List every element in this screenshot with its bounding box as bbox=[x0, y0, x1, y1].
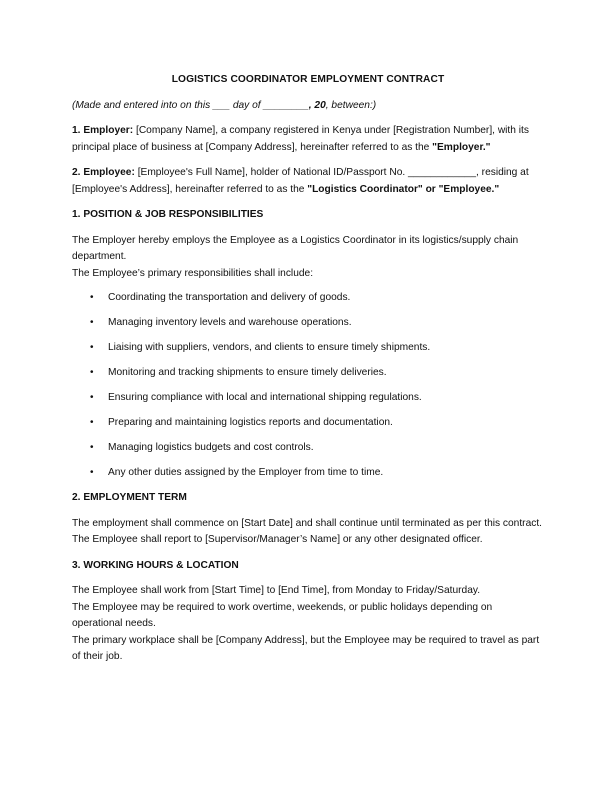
party-employer bbox=[72, 123, 544, 156]
hours-paragraph-location: The primary workplace shall be [Company Address], but the Employee may be required to travel as part of their job. bbox=[72, 634, 540, 662]
term-paragraph-report: The Employee shall report to [Supervisor/Manager’s Name] or any other designated officer. bbox=[72, 534, 483, 545]
list-item bbox=[90, 415, 544, 432]
party-employee-text: [Employee's Full Name], holder of National ID/Passport No. ____________, residing at [Employee's Address], hereinafter referred to as the bbox=[72, 167, 529, 195]
bullet-icon: • bbox=[90, 367, 94, 378]
party-employee bbox=[72, 165, 544, 198]
list-item bbox=[90, 390, 544, 407]
position-paragraph: The Employer hereby employs the Employee as a Logistics Coordinator in its logistics/supply chain department. bbox=[72, 234, 519, 262]
document-title: LOGISTICS COORDINATOR EMPLOYMENT CONTRACT bbox=[171, 74, 445, 85]
list-item bbox=[90, 290, 544, 307]
party-employer-role: "Employer." bbox=[432, 141, 491, 153]
bullet-icon: • bbox=[90, 292, 94, 303]
bullet-icon: • bbox=[90, 392, 94, 403]
term-paragraph-commence: The employment shall commence on [Start Date] and shall continue until terminated as per this contract. bbox=[72, 517, 542, 529]
list-item-text: Liaising with suppliers, vendors, and clients to ensure timely shipments. bbox=[108, 342, 431, 353]
list-item-text: Monitoring and tracking shipments to ensure timely deliveries. bbox=[108, 367, 387, 378]
hours-paragraph-overtime: The Employee may be required to work overtime, weekends, or public holidays depending on operational needs. bbox=[72, 601, 493, 629]
intro-year: , 20 bbox=[308, 99, 326, 111]
list-item-text: Managing logistics budgets and cost controls. bbox=[108, 442, 314, 453]
list-item-text: Any other duties assigned by the Employer from time to time. bbox=[108, 467, 384, 478]
intro-line bbox=[72, 98, 544, 115]
list-item-text: Managing inventory levels and warehouse operations. bbox=[108, 317, 352, 328]
list-item-text: Coordinating the transportation and delivery of goods. bbox=[108, 292, 351, 303]
party-employer-text: [Company Name], a company registered in Kenya under [Registration Number], with its principal place of business at [Company Address], hereinafter referred to as the bbox=[72, 125, 529, 153]
section-heading-term: 2. EMPLOYMENT TERM bbox=[72, 492, 187, 503]
list-item bbox=[90, 340, 544, 357]
section-heading-position: 1. POSITION & JOB RESPONSIBILITIES bbox=[72, 209, 264, 220]
section-heading-hours: 3. WORKING HOURS & LOCATION bbox=[72, 559, 239, 571]
bullet-icon: • bbox=[90, 317, 94, 328]
list-item bbox=[90, 315, 544, 332]
bullet-icon: • bbox=[90, 417, 94, 428]
party-employee-label: 2. Employee: bbox=[72, 167, 135, 178]
list-item bbox=[90, 440, 544, 457]
party-employee-role: "Logistics Coordinator" or "Employee." bbox=[307, 183, 500, 195]
party-employer-label: 1. Employer: bbox=[72, 125, 134, 136]
list-item-text: Ensuring compliance with local and international shipping regulations. bbox=[108, 392, 422, 403]
list-item bbox=[90, 465, 544, 482]
position-responsibilities-intro: The Employee’s primary responsibilities shall include: bbox=[72, 267, 314, 279]
list-item bbox=[90, 365, 544, 382]
hours-paragraph-schedule: The Employee shall work from [Start Time] to [End Time], from Monday to Friday/Saturday. bbox=[72, 585, 481, 596]
responsibilities-list bbox=[72, 290, 544, 482]
intro-suffix: , between:) bbox=[325, 99, 377, 111]
bullet-icon: • bbox=[90, 342, 94, 353]
bullet-icon: • bbox=[90, 442, 94, 453]
list-item-text: Preparing and maintaining logistics reports and documentation. bbox=[108, 417, 393, 428]
intro-prefix: (Made and entered into on this ___ day of ________ bbox=[72, 99, 309, 111]
bullet-icon: • bbox=[90, 467, 94, 478]
